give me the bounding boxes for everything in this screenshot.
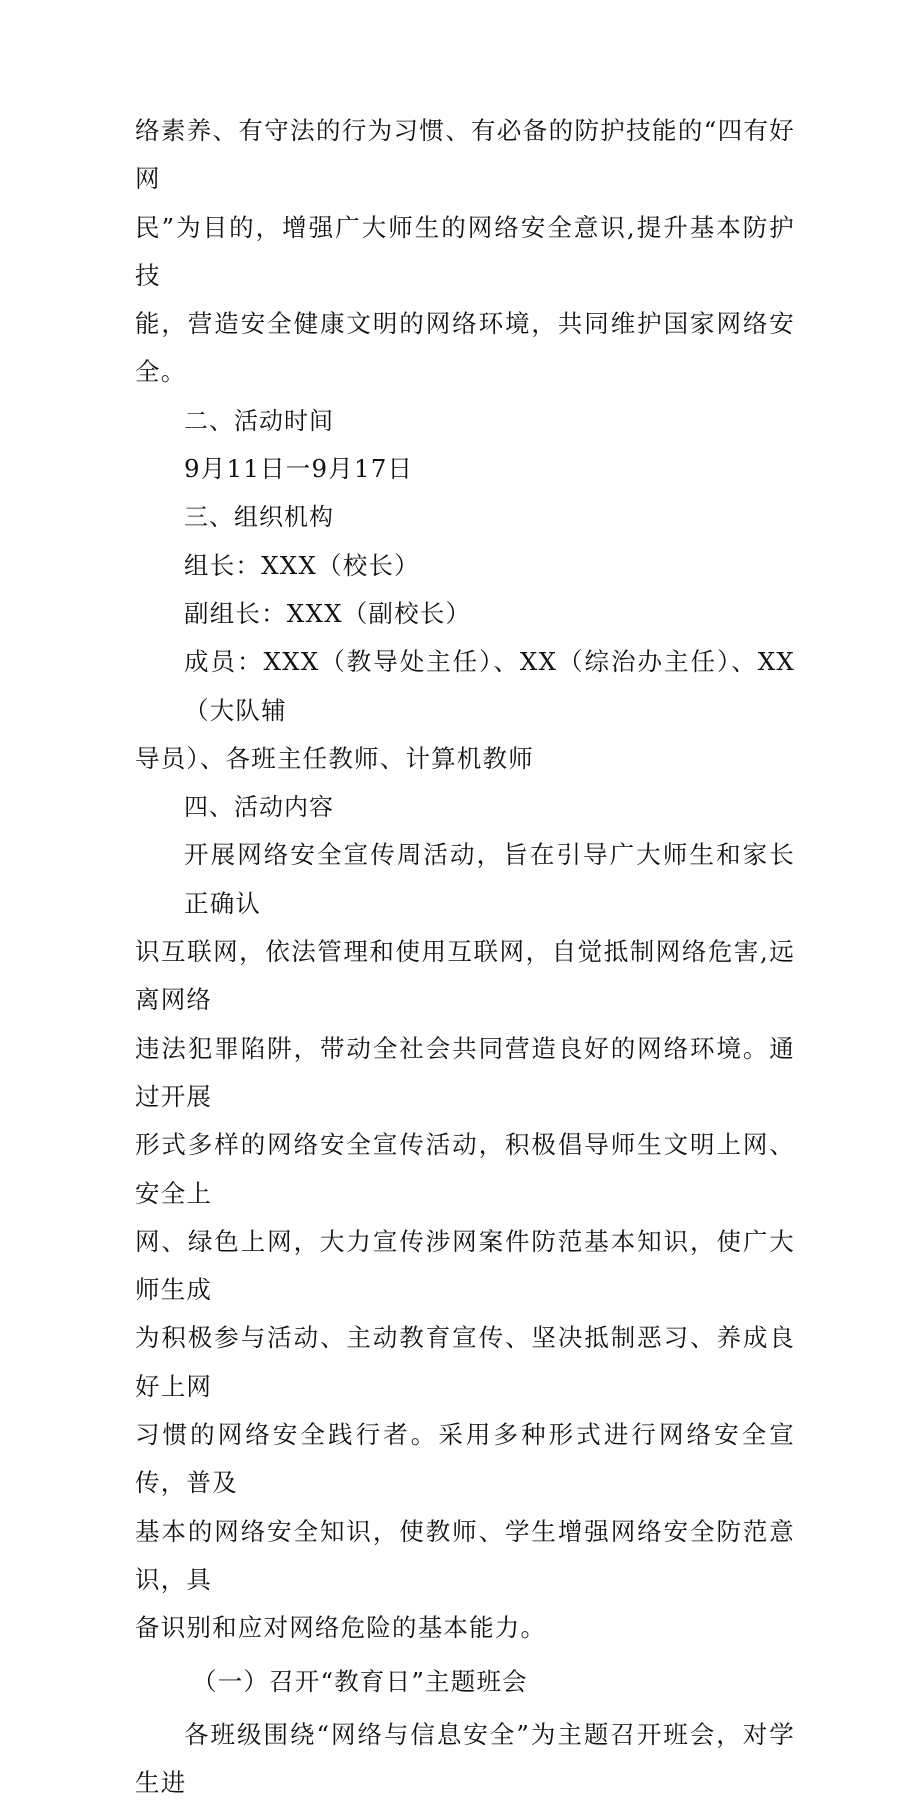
text-line: 导员）、各班主任教师、计算机教师: [135, 743, 534, 773]
class-meeting-text: 各班级围绕“网络与信息安全”为主题召开班会，对学生进: [135, 1719, 795, 1798]
section-heading-organization: 三、组织机构: [184, 503, 334, 532]
text-line: 能，营造安全健康文明的网络环境，共同维护国家网络安全。: [135, 309, 795, 387]
activity-time-text: 9月11日一9月17日: [184, 454, 414, 484]
section-heading-activity-time: 二、活动时间: [184, 406, 334, 435]
text-line: 备识别和应对网络危险的基本能力。: [135, 1613, 547, 1643]
text-line: 基本的网络安全知识，使教师、学生增强网络安全防范意识，具: [135, 1516, 795, 1594]
leader-text: 组长：XXX（校长）: [184, 550, 420, 580]
text-line: 识互联网，依法管理和使用互联网，自觉抵制网络危害,远离网络: [135, 937, 795, 1015]
members-paragraph: [135, 638, 795, 783]
vice-leader-text: 副组长：XXX（副校长）: [184, 598, 472, 628]
subsection-heading-class-meeting: （一）召开“教育日”主题班会: [192, 1666, 528, 1696]
text-line: 民”为目的，增强广大师生的网络安全意识,提升基本防护技: [135, 212, 795, 290]
document-body: [135, 107, 795, 1807]
text-line: 成员：XXX（教导处主任）、XX（综治办主任）、XX（大队辅: [184, 647, 795, 725]
section-heading-activity-content: 四、活动内容: [184, 793, 334, 822]
text-line: 习惯的网络安全践行者。采用多种形式进行网络安全宣传，普及: [135, 1420, 795, 1498]
text-line: 形式多样的网络安全宣传活动，积极倡导师生文明上网、安全上: [135, 1130, 795, 1208]
text-line: 开展网络安全宣传周活动，旨在引导广大师生和家长正确认: [184, 840, 795, 918]
text-line: 络素养、有守法的行为习惯、有必备的防护技能的“四有好网: [135, 116, 795, 194]
text-line: 网、绿色上网，大力宣传涉网案件防范基本知识，使广大师生成: [135, 1226, 795, 1305]
text-line: 违法犯罪陷阱，带动全社会共同营造良好的网络环境。通过开展: [135, 1033, 795, 1111]
text-line: 为积极参与活动、主动教育宣传、坚决抵制恶习、养成良好上网: [135, 1323, 795, 1401]
intro-paragraph: [135, 107, 795, 397]
activity-content-paragraph: [135, 831, 795, 1652]
